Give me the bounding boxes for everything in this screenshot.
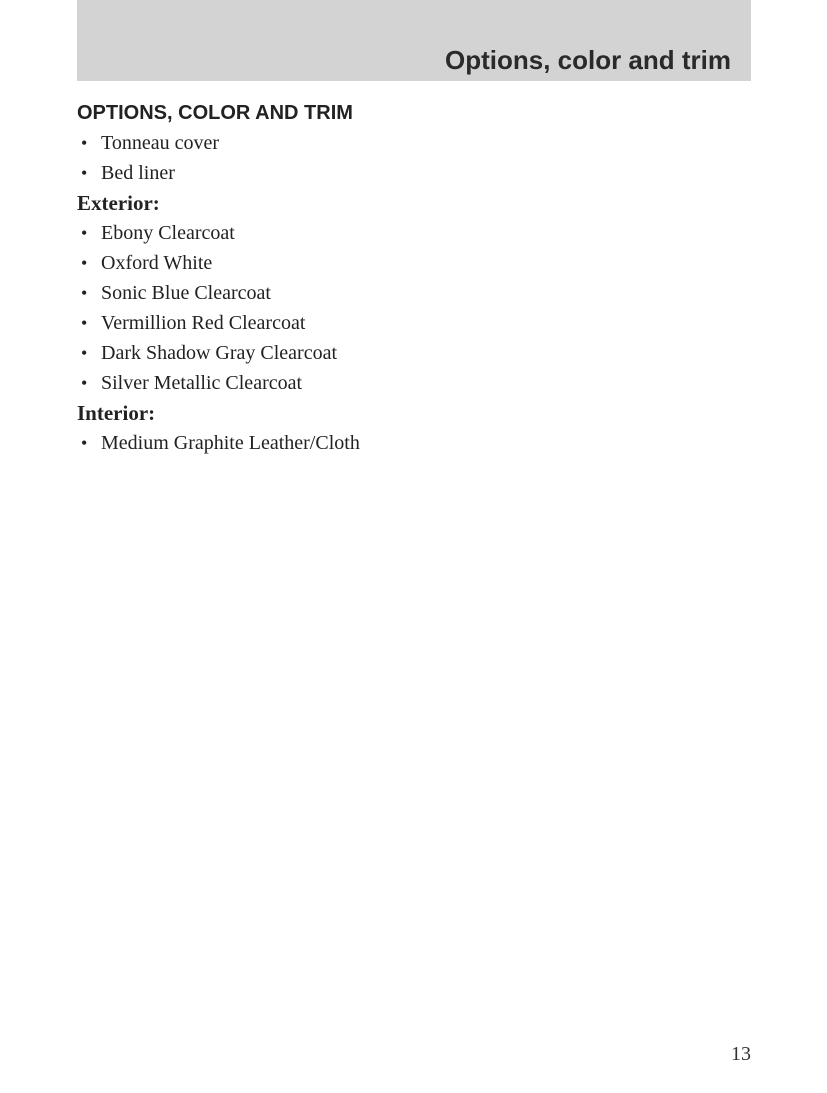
list-item xyxy=(77,338,751,368)
list-item xyxy=(77,308,751,338)
bullet-icon: • xyxy=(81,433,88,453)
list-item-label: Medium Graphite Leather/Cloth xyxy=(101,432,360,454)
list-item-label: Oxford White xyxy=(101,252,213,274)
list-item xyxy=(77,368,751,398)
list-item-label: Ebony Clearcoat xyxy=(101,222,235,244)
bullet-icon: • xyxy=(81,343,88,363)
list-item-label: Vermillion Red Clearcoat xyxy=(101,312,306,334)
list-item-label: Tonneau cover xyxy=(101,132,219,154)
list-item xyxy=(77,428,751,458)
list-item-label: Dark Shadow Gray Clearcoat xyxy=(101,342,338,364)
list-item xyxy=(77,218,751,248)
page-content xyxy=(77,98,751,458)
list-item xyxy=(77,158,751,188)
bullet-icon: • xyxy=(81,163,88,183)
bullet-icon: • xyxy=(81,313,88,333)
exterior-list xyxy=(77,218,751,398)
list-item xyxy=(77,248,751,278)
interior-heading: Interior: xyxy=(77,401,156,425)
list-item xyxy=(77,278,751,308)
bullet-icon: • xyxy=(81,283,88,303)
page-number: 13 xyxy=(731,1043,751,1065)
list-item xyxy=(77,128,751,158)
exterior-heading: Exterior: xyxy=(77,191,160,215)
list-item-label: Sonic Blue Clearcoat xyxy=(101,282,271,304)
page-header-title: Options, color and trim xyxy=(444,45,731,75)
header-band xyxy=(77,0,751,81)
bullet-icon: • xyxy=(81,133,88,153)
options-list xyxy=(77,128,751,188)
bullet-icon: • xyxy=(81,373,88,393)
list-item-label: Bed liner xyxy=(101,162,175,184)
bullet-icon: • xyxy=(81,223,88,243)
list-item-label: Silver Metallic Clearcoat xyxy=(101,372,303,394)
section-heading: OPTIONS, COLOR AND TRIM xyxy=(77,102,353,124)
bullet-icon: • xyxy=(81,253,88,273)
interior-list xyxy=(77,428,751,458)
